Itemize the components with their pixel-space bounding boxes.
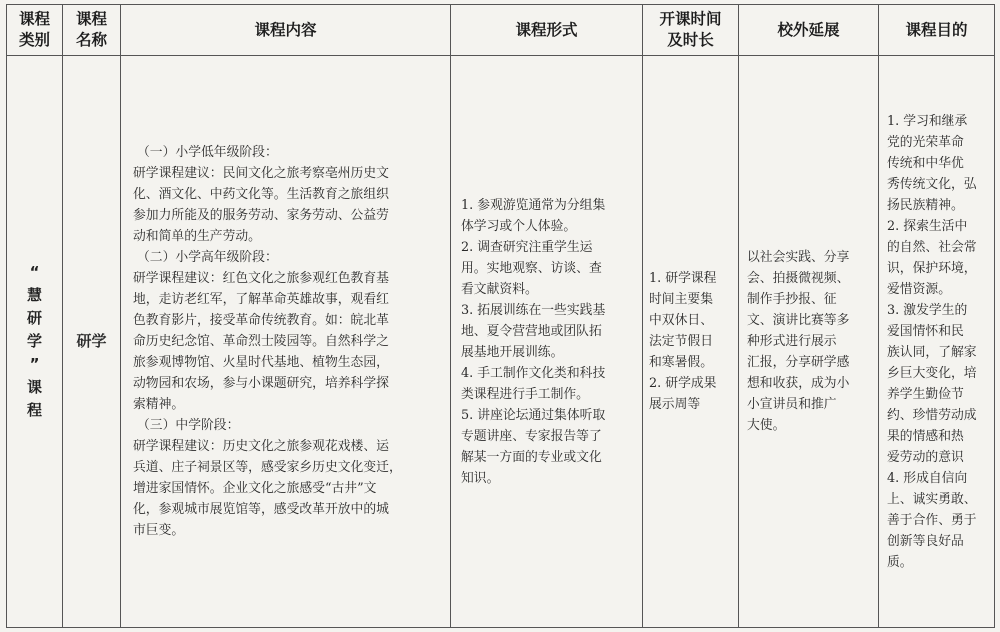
content-line: 地，走访老红军，了解革命英雄故事，观看红	[133, 292, 389, 307]
category-char: 课	[26, 378, 42, 396]
goal-line: 爱惜资源。	[887, 281, 951, 297]
extension-line: 种形式进行展示	[747, 334, 837, 349]
time-line: 1. 研学课程	[649, 271, 717, 286]
form-line: 体学习或个人体验。	[461, 218, 577, 234]
form-line: 类课程进行手工制作。	[461, 386, 589, 402]
goal-line: 善于合作、勇于	[887, 512, 977, 528]
form-line: 地、夏令营营地或团队拓	[461, 323, 602, 339]
extension-line: 以社会实践、分享	[747, 250, 850, 265]
form-line: 知识。	[461, 470, 500, 486]
form-line: 看文献资料。	[461, 281, 538, 297]
header-category-line-2: 类别	[18, 31, 50, 49]
goal-line: 上、诚实勇敢、	[887, 491, 977, 507]
header-extension: 校外延展	[739, 5, 879, 56]
form-line: 专题讲座、专家报告等了	[461, 428, 602, 444]
goal-line: 识，保护环境，	[887, 260, 977, 276]
content-line: 动物园和农场，参与小课题研究，培养科学探	[133, 376, 389, 391]
time-cell	[643, 56, 739, 628]
extension-cell	[739, 56, 879, 628]
curriculum-table	[6, 4, 995, 628]
goal-line: 党的光荣革命	[887, 134, 964, 150]
header-time-line-1: 开课时间	[659, 10, 722, 28]
category-char: 研	[26, 309, 42, 327]
extension-line: 大使。	[747, 418, 786, 433]
content-line: 索精神。	[133, 397, 185, 412]
content-line: 化，参观城市展览馆等，感受改革开放中的城	[133, 502, 389, 517]
goal-line: 扬民族精神。	[887, 197, 964, 213]
form-line: 用。实地观察、访谈、查	[461, 260, 602, 276]
category-char: ”	[29, 355, 40, 373]
goal-line: 爱国情怀和民	[887, 323, 964, 339]
goal-line: 创新等良好品	[887, 533, 964, 549]
form-line: 3. 拓展训练在一些实践基	[461, 302, 606, 318]
header-name-line-2: 名称	[75, 31, 107, 49]
goal-line: 的自然、社会常	[887, 239, 977, 255]
form-line: 4. 手工制作文化类和科技	[461, 365, 606, 381]
goal-line: 2. 探索生活中	[887, 218, 968, 234]
content-line: 动和简单的生产劳动。	[133, 229, 261, 244]
header-content: 课程内容	[121, 5, 451, 56]
goal-line: 族认同，了解家	[887, 344, 977, 360]
content-line: 研学课程建议：红色文化之旅参观红色教育基	[133, 271, 389, 286]
content-line: （一）小学低年级阶段：	[137, 145, 278, 160]
content-line: 命历史纪念馆、革命烈士陵园等。自然科学之	[133, 334, 389, 349]
extension-line: 制作手抄报、征	[747, 292, 837, 307]
goal-line: 质。	[887, 554, 913, 570]
header-time-line-2: 及时长	[667, 31, 714, 49]
content-line: 化、酒文化、中药文化等。生活教育之旅组织	[133, 187, 389, 202]
content-line: （二）小学高年级阶段：	[137, 250, 278, 265]
goal-line: 爱劳动的意识	[887, 449, 964, 465]
goal-line: 约、珍惜劳动成	[887, 407, 977, 423]
extension-line: 想和收获，成为小	[747, 376, 850, 391]
time-line: 时间主要集	[649, 292, 713, 307]
goal-line: 传统和中华优	[887, 155, 964, 171]
form-line: 2. 调查研究注重学生运	[461, 239, 593, 255]
time-line: 中双休日、	[649, 313, 713, 328]
content-line: 市巨变。	[133, 523, 185, 538]
goal-line: 果的情感和热	[887, 428, 964, 444]
content-cell	[121, 56, 451, 628]
category-cell	[7, 56, 63, 628]
goal-cell	[879, 56, 995, 628]
category-char: 程	[26, 401, 42, 419]
header-row	[7, 5, 995, 56]
goal-line: 3. 激发学生的	[887, 302, 968, 318]
category-char: 学	[26, 332, 42, 350]
form-line: 解某一方面的专业或文化	[461, 449, 602, 465]
form-line: 5. 讲座论坛通过集体听取	[461, 407, 606, 423]
header-name	[63, 5, 121, 56]
time-line: 2. 研学成果	[649, 376, 717, 391]
header-form: 课程形式	[451, 5, 643, 56]
extension-line: 文、演讲比赛等多	[747, 313, 850, 328]
extension-line: 会、拍摄微视频、	[747, 271, 850, 286]
extension-line: 汇报，分享研学感	[747, 355, 850, 370]
time-line: 法定节假日	[649, 334, 713, 349]
header-category-line-1: 课程	[18, 10, 50, 28]
content-line: 参加力所能及的服务劳动、家务劳动、公益劳	[133, 208, 389, 223]
content-line: 增进家国情怀。企业文化之旅感受“古井”文	[133, 481, 377, 496]
form-cell	[451, 56, 643, 628]
name-cell: 研学	[63, 56, 121, 628]
table-row	[7, 56, 995, 628]
time-line: 展示周等	[649, 397, 701, 412]
header-time	[643, 5, 739, 56]
content-line: 色教育影片，接受革命传统教育。如：皖北革	[133, 313, 389, 328]
time-line: 和寒暑假。	[649, 355, 713, 370]
content-line: 研学课程建议：历史文化之旅参观花戏楼、运	[133, 439, 389, 454]
content-line: 旅参观博物馆、火星时代基地、植物生态园，	[133, 355, 389, 370]
extension-line: 小宣讲员和推广	[747, 397, 837, 412]
header-name-line-1: 课程	[75, 10, 107, 28]
goal-line: 4. 形成自信向	[887, 470, 968, 486]
header-category	[7, 5, 63, 56]
content-line: 兵道、庄子祠景区等，感受家乡历史文化变迁，	[133, 460, 402, 475]
goal-line: 养学生勤俭节	[887, 386, 964, 402]
form-line: 1. 参观游览通常为分组集	[461, 197, 606, 213]
category-char: “	[29, 263, 40, 281]
header-goal: 课程目的	[879, 5, 995, 56]
goal-line: 秀传统文化，弘	[887, 176, 977, 192]
category-char: 慧	[26, 286, 42, 304]
goal-line: 1. 学习和继承	[887, 113, 968, 129]
form-line: 展基地开展训练。	[461, 344, 564, 360]
goal-line: 乡巨大变化，培	[887, 365, 977, 381]
content-line: 研学课程建议：民间文化之旅考察亳州历史文	[133, 166, 389, 181]
content-line: （三）中学阶段：	[137, 418, 240, 433]
